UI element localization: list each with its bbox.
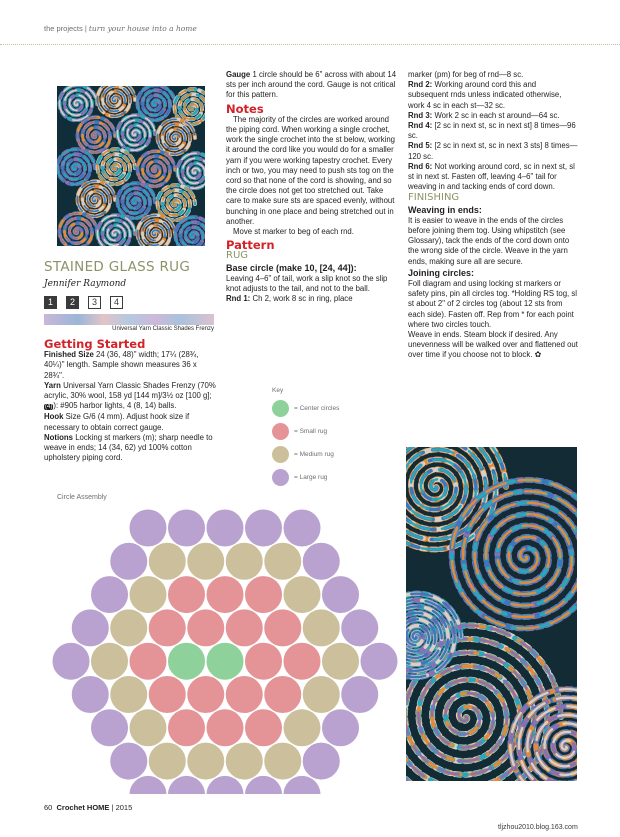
assembly-circle	[283, 709, 321, 747]
assembly-circle	[302, 742, 340, 780]
assembly-circle	[71, 609, 109, 647]
assembly-circle	[91, 576, 129, 614]
assembly-circle	[91, 709, 129, 747]
circle-assembly-label: Circle Assembly	[57, 494, 107, 501]
notions-text: Locking st markers (m); sharp needle to weave in ends; 14 (34, 62) yd 100% cotton upholstery piping cord.	[44, 432, 213, 463]
base-circle-heading: Base circle (make 10, [24, 44]):	[226, 262, 357, 273]
assembly-circle	[225, 609, 263, 647]
assembly-circle	[322, 642, 360, 680]
assembly-circle	[187, 676, 225, 714]
assembly-circle	[341, 676, 379, 714]
gauge-label: Gauge	[226, 70, 251, 79]
assembly-circle	[52, 642, 90, 680]
key-item-center	[272, 397, 339, 420]
round-2	[408, 80, 578, 111]
assembly-circle	[206, 509, 244, 547]
assembly-circle	[129, 509, 167, 547]
rug-subheading: RUG	[226, 250, 249, 262]
column-two	[226, 70, 398, 304]
yarn-swatch-image	[44, 314, 214, 325]
assembly-circle	[206, 709, 244, 747]
diagram-key	[272, 387, 339, 489]
designer-name: Jennifer Raymond	[44, 279, 127, 289]
assembly-circle	[302, 542, 340, 580]
header-tagline: turn your house into a home	[88, 24, 197, 33]
round-6	[408, 162, 578, 193]
key-label-medium: = Medium rug	[294, 451, 334, 458]
round-4-label: Rnd 4:	[408, 121, 433, 131]
assembly-circle	[322, 709, 360, 747]
assembly-circle	[341, 609, 379, 647]
round-1-label: Rnd 1:	[226, 294, 251, 304]
page-footer	[44, 803, 132, 812]
round-2-text: Working around cord this and subsequent rnds unless indicated otherwise, work 4 sc in each st—32 sc.	[408, 80, 562, 110]
hook-text: Size G/6 (4 mm). Adjust hook size if necessary to obtain correct gauge.	[44, 412, 190, 432]
key-swatch-medium	[272, 446, 289, 463]
round-6-label: Rnd 6:	[408, 161, 433, 171]
round-5	[408, 141, 578, 161]
assembly-circle	[168, 576, 206, 614]
assembly-circle	[110, 742, 148, 780]
notions-label: Notions	[44, 432, 74, 442]
assembly-circle	[168, 509, 206, 547]
joining-heading: Joining circles:	[408, 267, 475, 278]
assembly-circle	[225, 542, 263, 580]
skill-level-1: 1	[44, 296, 57, 309]
closeup-photo	[406, 447, 577, 781]
notions-info	[44, 433, 216, 464]
hook-label: Hook	[44, 412, 64, 422]
assembly-circle	[264, 676, 302, 714]
yarn-tail-text: ): #905 harbor lights, 4 (8, 14) balls.	[53, 401, 177, 411]
finishing-heading: FINISHING	[408, 192, 460, 204]
assembly-circle	[245, 509, 283, 547]
assembly-circle	[148, 742, 186, 780]
assembly-circle	[129, 709, 167, 747]
key-swatch-large	[272, 469, 289, 486]
round-1-text: Ch 2, work 8 sc in ring, place	[252, 294, 353, 304]
assembly-circle	[206, 576, 244, 614]
assembly-circle	[91, 642, 129, 680]
notes-paragraph-2: Move st marker to beg of each rnd.	[233, 227, 354, 237]
circle-assembly-diagram	[52, 504, 398, 794]
round-1	[226, 294, 398, 304]
weaving-text: It is easier to weave in the ends of the circles before joining them tog. Using whipstitch (see Glossary), tack the ends of the cord down onto the wrong side of the circle. Weave in the yarn ends, making sure all are secure.	[408, 215, 570, 266]
rug-photo	[57, 86, 205, 246]
assembly-circle	[283, 642, 321, 680]
page-number: 60	[44, 803, 53, 812]
yarn-swatch-label: Universal Yarn Classic Shades Frenzy	[112, 326, 214, 332]
assembly-circle	[264, 609, 302, 647]
key-label-small: = Small rug	[294, 428, 328, 435]
assembly-circle	[245, 642, 283, 680]
assembly-circle	[187, 742, 225, 780]
assembly-circle	[302, 676, 340, 714]
round-4-text: [2 sc in next st, sc in next st] 8 times—96 sc.	[408, 121, 576, 141]
skill-level-3: 3	[88, 296, 101, 309]
assembly-circle	[283, 576, 321, 614]
finished-size-label: Finished Size	[44, 350, 94, 360]
assembly-circle	[168, 642, 206, 680]
key-item-small	[272, 420, 339, 443]
header-separator: |	[84, 24, 87, 33]
weaving-heading: Weaving in ends:	[408, 204, 482, 215]
assembly-circle	[187, 542, 225, 580]
yarn-label: Yarn	[44, 380, 61, 390]
key-swatch-small	[272, 423, 289, 440]
assembly-circle	[264, 542, 302, 580]
running-header	[44, 24, 197, 33]
assembly-circle	[245, 576, 283, 614]
yarn-info	[44, 381, 216, 413]
finished-size	[44, 350, 216, 381]
getting-started-section	[44, 336, 216, 463]
round-4	[408, 121, 578, 141]
assembly-circle	[283, 509, 321, 547]
assembly-circle	[245, 709, 283, 747]
base-circle-intro: Leaving 4–6" of tail, work a slip knot so the slip knot adjusts to the tail, and not to the ball.	[226, 273, 388, 294]
assembly-circle	[168, 709, 206, 747]
header-divider	[0, 44, 620, 45]
assembly-circle	[129, 576, 167, 614]
blocking-text	[408, 330, 578, 361]
assembly-circle	[110, 609, 148, 647]
assembly-circle	[148, 542, 186, 580]
assembly-circle	[148, 676, 186, 714]
footer-separator: |	[111, 803, 114, 812]
getting-started-heading: Getting Started	[44, 337, 146, 351]
assembly-circle	[225, 742, 263, 780]
rug-photo-graphic	[57, 86, 205, 246]
blocking-text-content: Weave in ends. Steam block if desired. Any unevenness will be walked over and flattened out over time if you choose not to block.	[408, 330, 578, 360]
assembly-circle	[225, 676, 263, 714]
yarn-text: Universal Yarn Classic Shades Frenzy (70% acrylic, 30% wool, 158 yd [144 m]/3½ oz [100 g];	[44, 380, 216, 401]
gauge-text: 1 circle should be 6" across with about 14 sts per inch around the cord. Gauge is not critical for this pattern.	[226, 70, 397, 100]
key-label-large: = Large rug	[294, 474, 328, 481]
assembly-circle	[71, 676, 109, 714]
gauge-info	[226, 70, 398, 101]
round-1-continued: marker (pm) for beg of rnd—8 sc.	[408, 70, 524, 79]
assembly-circle	[206, 642, 244, 680]
end-mark-icon: ✿	[534, 350, 542, 360]
assembly-circle	[360, 642, 398, 680]
assembly-circle	[302, 609, 340, 647]
notes-heading: Notes	[226, 101, 264, 116]
closeup-photo-graphic	[406, 447, 577, 781]
yarn-weight-badge: (4)	[45, 404, 53, 411]
pattern-title: STAINED GLASS RUG	[44, 259, 191, 275]
column-three	[408, 70, 578, 361]
round-2-label: Rnd 2:	[408, 80, 433, 90]
assembly-circle	[110, 676, 148, 714]
round-3-text: Work 2 sc in each st around—64 sc.	[434, 110, 560, 120]
skill-level-4: 4	[110, 296, 123, 309]
assembly-circle	[187, 609, 225, 647]
assembly-circle	[148, 609, 186, 647]
assembly-circle	[110, 542, 148, 580]
footer-year: 2015	[115, 803, 133, 812]
skill-level-2: 2	[66, 296, 79, 309]
assembly-circle	[322, 576, 360, 614]
round-3	[408, 111, 578, 121]
magazine-name: Crochet HOME	[56, 803, 110, 812]
hook-info	[44, 412, 216, 432]
section-label: the projects	[44, 24, 83, 33]
notes-paragraph-1: The majority of the circles are worked around the piping cord. When working a single crochet, work the single crochet into the st below, working it around the cord like you would do for a smaller yarn if you were working tapestry crochet. Every inch or two, you may need to push sts tog on the cord so that none of the cord is showing, and so the circle does not get too stretched out. Take care to make sure sts are spaced evenly, without bunching in one place and being stretched out in another.	[226, 114, 396, 226]
finished-size-text: 24 (36, 48)" width; 17¼ (28¾, 40¼)" length. Sample shown measures 36 x 28¾".	[44, 350, 199, 380]
key-label-center: = Center circles	[294, 405, 340, 412]
assembly-circle	[129, 642, 167, 680]
round-6-text: Not working around cord, sc in next st, sl st in next st. Fasten off, leaving 4–6" tail for weaving in and tacking ends of cord down.	[408, 161, 575, 192]
round-3-label: Rnd 3:	[408, 110, 433, 120]
watermark: tljzhou2010.blog.163.com	[498, 824, 578, 831]
key-title: Key	[272, 387, 284, 394]
pattern-heading: Pattern	[226, 238, 275, 253]
round-5-label: Rnd 5:	[408, 141, 433, 151]
key-item-large	[272, 466, 339, 489]
key-item-medium	[272, 443, 339, 466]
key-swatch-center	[272, 400, 289, 417]
round-5-text: [2 sc in next st, sc in next 3 sts] 8 times—120 sc.	[408, 141, 578, 161]
assembly-circle	[264, 742, 302, 780]
joining-text: Foll diagram and using locking st markers or safety pins, pin all circles tog. *Holding RS tog, sl st about 2" of 2 circles tog (about 12 sts from each side). Fasten off. Rep from * for each point where two circles touch.	[408, 279, 578, 329]
